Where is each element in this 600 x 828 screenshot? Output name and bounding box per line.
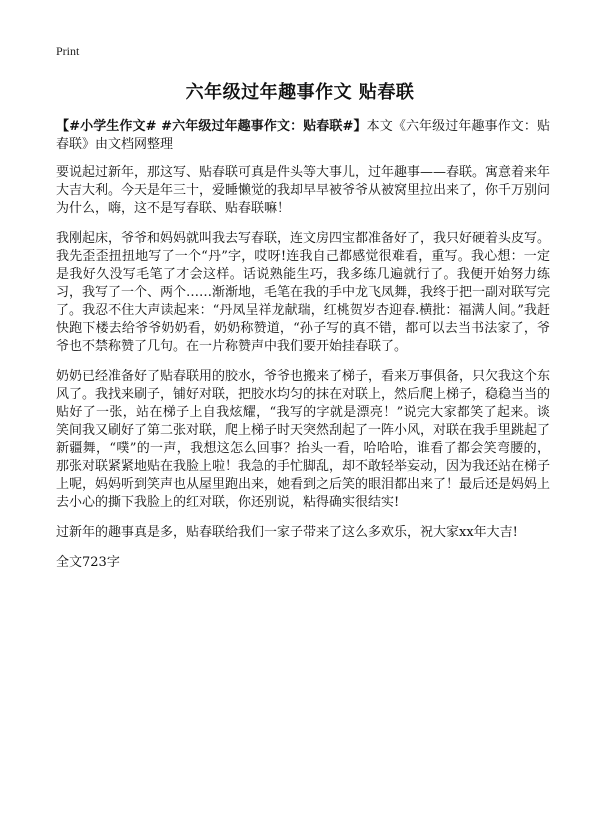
article-body	[56, 118, 550, 584]
print-link[interactable]: Print	[56, 44, 80, 58]
word-count: 全文723字	[56, 555, 120, 570]
article-title: 六年级过年趣事作文 贴春联	[185, 82, 415, 103]
paragraph-3: 奶奶已经准备好了贴春联用的胶水，爷爷也搬来了梯子，看来万事俱备，只欠我这个东风了。我找来刷子，铺好对联，把胶水均匀的抹在对联上，然后爬上梯子，稳稳当当的贴好了一张，站在梯子上自我炫耀，“我写的字就是漂亮！”说完大家都笑了起来。谈笑间我又刷好了第二张对联，爬上梯子时天突然刮起了一阵小风，对联在我手里跳起了新疆舞，“噗”的一声，我想这怎么回事？抬头一看，哈哈哈，谁看了都会笑弯腰的，那张对联紧紧地贴在我脸上啦！我急的手忙脚乱，却不敢轻举妄动，因为我还站在梯子上呢，妈妈听到笑声也从屋里跑出来，她看到之后笑的眼泪都出来了！最后还是妈妈上去小心的撕下我脸上的红对联，你还别说，粘得确实很结实!	[56, 369, 551, 510]
article-intro	[56, 118, 550, 154]
article-tags: 【#小学生作文# #六年级过年趣事作文：贴春联#】	[56, 119, 367, 134]
paragraph-1: 要说起过新年，那这写、贴春联可真是件头等大事儿，过年趣事——春联。寓意着来年大吉大利。今天是年三十，爱睡懒觉的我却早早被爷爷从被窝里拉出来了，你千万别问为什么，嗨，这不是写春联、贴春联嘛！	[56, 165, 551, 216]
paragraph-4: 过新年的趣事真是多，贴春联给我们一家子带来了这么多欢乐，祝大家xx年大吉!	[56, 525, 518, 540]
paragraph-2: 我刚起床，爷爷和妈妈就叫我去写春联，连文房四宝都准备好了，我只好硬着头皮写。我先歪歪扭扭地写了一个“丹”字，哎呀!连我自己都感觉很难看，重写。我心想：一定是我好久没写毛笔了才会这样。话说熟能生巧，我多练几遍就行了。我便开始努力练习，我写了一个、两个……渐渐地，毛笔在我的手中龙飞凤舞，我终于把一副对联写完了。我忍不住大声读起来：“丹凤呈祥龙献瑞，红桃贺岁杏迎春.横批：福满人间。”我赶快跑下楼去给爷爷奶奶看，奶奶称赞道，“孙子写的真不错，都可以去当书法家了，爷爷也不禁称赞了几句。在一片称赞声中我们要开始挂春联了。	[56, 231, 551, 354]
article-source: 本文《六年级过年趣事作文：贴春联》由文档网整理	[56, 119, 550, 152]
